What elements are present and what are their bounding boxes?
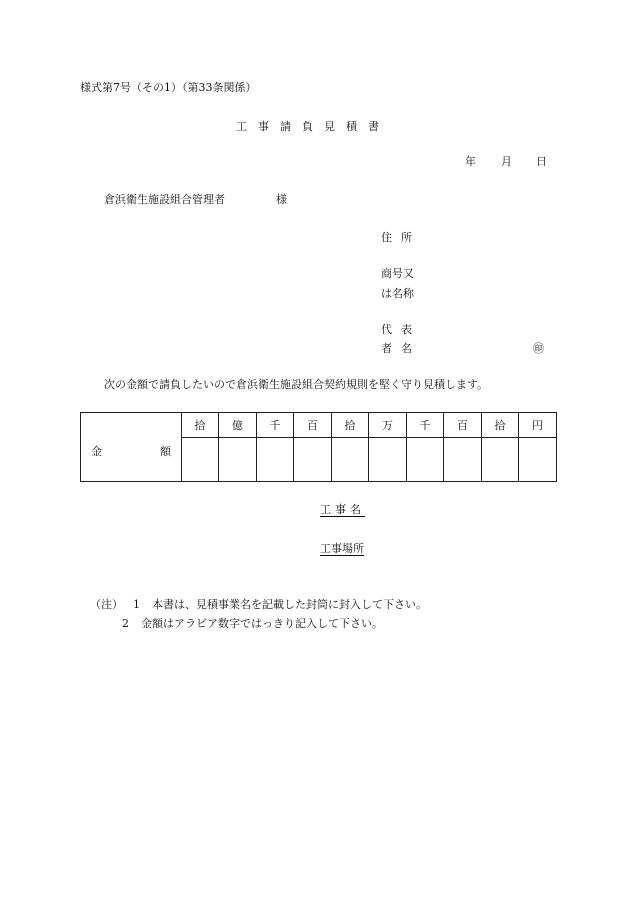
trade-name-label-line2: は名称 [381, 287, 414, 300]
representative-label-line1: 代表 [381, 323, 421, 336]
form-number: 様式第7号（その1）（第33条関係） [80, 81, 257, 94]
work-place-label: 工事場所 [320, 542, 364, 555]
amount-digit-field[interactable] [257, 438, 294, 482]
unit-header: 千 [407, 413, 444, 438]
amount-label-cell [81, 413, 182, 482]
trade-name-label-line1: 商号又 [381, 267, 414, 280]
unit-header: 円 [519, 413, 557, 438]
date-year-label: 年 [465, 155, 476, 168]
unit-header: 百 [444, 413, 482, 438]
address-label: 住所 [381, 231, 421, 244]
note-item-2 [122, 618, 383, 629]
unit-header: 万 [369, 413, 407, 438]
amount-digit-field[interactable] [482, 438, 519, 482]
estimate-statement: 次の金額で請負したいので倉浜衛生施設組合契約規則を堅く守り見積します。 [104, 378, 489, 391]
seal-mark: ㊞ [533, 342, 544, 355]
work-name-label: 工事名 [320, 503, 365, 516]
amount-label-gaku: 額 [160, 445, 171, 458]
unit-header: 拾 [332, 413, 369, 438]
note-text: 本書は、見積事業名を記載した封筒に封入して下さい。 [152, 598, 427, 611]
note-item-1 [90, 599, 427, 610]
document-title: 工事請負見積書 [236, 120, 390, 133]
amount-digit-field[interactable] [332, 438, 369, 482]
note-number: 1 [133, 598, 140, 611]
note-number: 2 [122, 617, 129, 630]
date-month-label: 月 [501, 155, 512, 168]
amount-digit-field[interactable] [182, 438, 219, 482]
unit-header: 拾 [482, 413, 519, 438]
note-text: 金額はアラビア数字ではっきり記入して下さい。 [141, 617, 383, 630]
note-prefix: （注） [90, 598, 123, 611]
amount-digit-field[interactable] [219, 438, 257, 482]
unit-header: 百 [294, 413, 332, 438]
amount-digit-field[interactable] [294, 438, 332, 482]
addressee-name: 倉浜衛生施設組合管理者 [104, 193, 225, 206]
amount-label-kin: 金 [91, 445, 102, 458]
amount-digit-field[interactable] [444, 438, 482, 482]
unit-header: 千 [257, 413, 294, 438]
amount-table [80, 412, 557, 482]
amount-digit-field[interactable] [519, 438, 557, 482]
amount-digit-field[interactable] [407, 438, 444, 482]
unit-header: 億 [219, 413, 257, 438]
amount-digit-field[interactable] [369, 438, 407, 482]
representative-label-line2: 者名 [381, 342, 421, 355]
date-day-label: 日 [536, 155, 547, 168]
unit-header: 拾 [182, 413, 219, 438]
addressee-honorific: 様 [276, 193, 287, 206]
